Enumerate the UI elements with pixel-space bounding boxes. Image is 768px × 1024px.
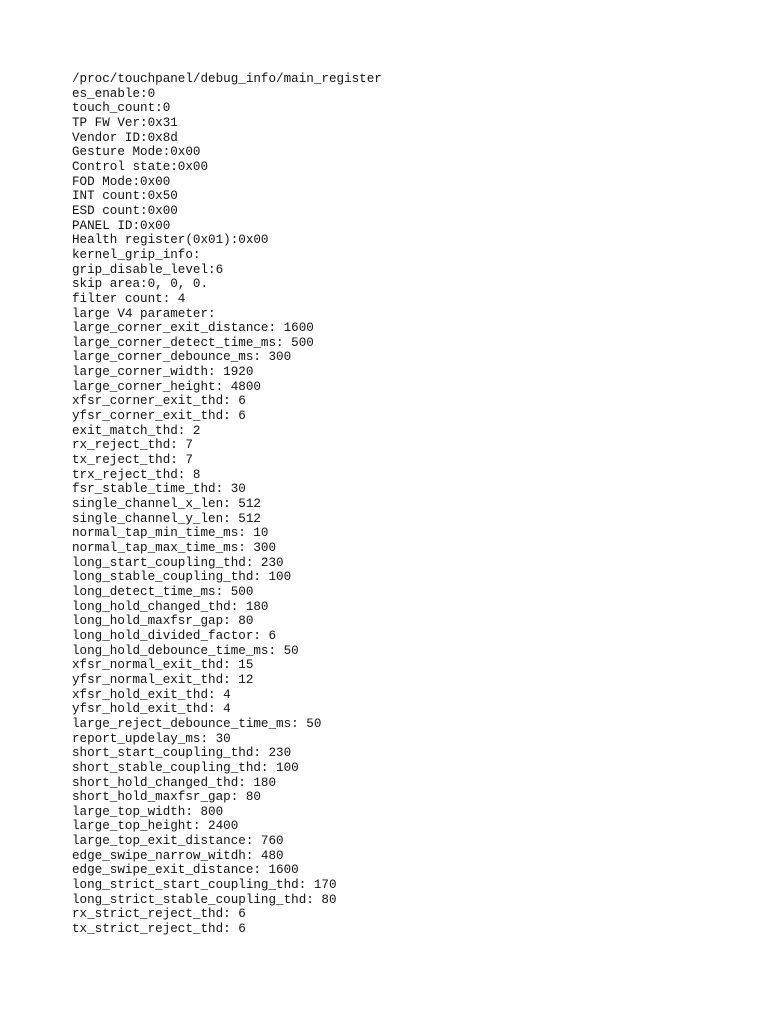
register-line: PANEL ID:0x00 (72, 218, 171, 233)
register-line: edge_swipe_narrow_witdh: 480 (72, 848, 284, 863)
register-line: xfsr_hold_exit_thd: 4 (72, 687, 231, 702)
register-line: large_top_height: 2400 (72, 819, 239, 834)
register-line: short_hold_changed_thd: 180 (72, 775, 277, 790)
register-line: xfsr_corner_exit_thd: 6 (72, 394, 246, 409)
register-line: long_hold_debounce_time_ms: 50 (72, 643, 299, 658)
register-line: exit_match_thd: 2 (72, 423, 201, 438)
register-line: yfsr_corner_exit_thd: 6 (72, 409, 246, 424)
register-line: touch_count:0 (72, 101, 171, 116)
register-line: long_stable_coupling_thd: 100 (72, 570, 292, 585)
register-line: Vendor ID:0x8d (72, 130, 178, 145)
register-line: skip area:0, 0, 0. (72, 277, 209, 292)
register-line: grip_disable_level:6 (72, 262, 224, 277)
register-line: large_top_width: 800 (72, 804, 224, 819)
register-line: kernel_grip_info: (72, 247, 201, 262)
register-line: large_corner_height: 4800 (72, 379, 261, 394)
debug-info-document (72, 72, 732, 937)
register-line: long_strict_start_coupling_thd: 170 (72, 878, 337, 893)
register-line: rx_reject_thd: 7 (72, 438, 193, 453)
register-line: short_hold_maxfsr_gap: 80 (72, 790, 261, 805)
register-line: Health register(0x01):0x00 (72, 233, 269, 248)
register-line: ESD count:0x00 (72, 203, 178, 218)
register-line: tx_reject_thd: 7 (72, 453, 193, 468)
register-line: long_start_coupling_thd: 230 (72, 555, 284, 570)
register-line: rx_strict_reject_thd: 6 (72, 907, 246, 922)
register-line: single_channel_x_len: 512 (72, 497, 261, 512)
register-line: short_start_coupling_thd: 230 (72, 746, 292, 761)
register-line: large_reject_debounce_time_ms: 50 (72, 716, 322, 731)
register-line: long_strict_stable_coupling_thd: 80 (72, 892, 337, 907)
register-line: Control state:0x00 (72, 159, 209, 174)
register-line: large V4 parameter: (72, 306, 216, 321)
register-line: long_detect_time_ms: 500 (72, 584, 254, 599)
register-line: large_corner_width: 1920 (72, 365, 254, 380)
register-line: yfsr_normal_exit_thd: 12 (72, 672, 254, 687)
register-line: single_channel_y_len: 512 (72, 511, 261, 526)
register-line: FOD Mode:0x00 (72, 174, 171, 189)
register-line: Gesture Mode:0x00 (72, 145, 201, 160)
register-line: long_hold_changed_thd: 180 (72, 599, 269, 614)
register-line: TP FW Ver:0x31 (72, 115, 178, 130)
register-line: normal_tap_min_time_ms: 10 (72, 526, 269, 541)
register-line: trx_reject_thd: 8 (72, 467, 201, 482)
register-line: yfsr_hold_exit_thd: 4 (72, 702, 231, 717)
register-line: large_corner_detect_time_ms: 500 (72, 335, 314, 350)
register-line: long_hold_divided_factor: 6 (72, 628, 277, 643)
register-line: es_enable:0 (72, 86, 156, 101)
file-path-line: /proc/touchpanel/debug_info/main_register (72, 72, 382, 86)
register-line: large_corner_debounce_ms: 300 (72, 350, 292, 365)
register-line: normal_tap_max_time_ms: 300 (72, 541, 277, 555)
register-line: filter count: 4 (72, 291, 186, 306)
register-line: short_stable_coupling_thd: 100 (72, 760, 299, 775)
register-line: INT count:0x50 (72, 189, 178, 204)
register-line: fsr_stable_time_thd: 30 (72, 482, 246, 497)
register-line: large_corner_exit_distance: 1600 (72, 321, 314, 336)
register-line: large_top_exit_distance: 760 (72, 834, 284, 849)
register-line: tx_strict_reject_thd: 6 (72, 922, 246, 937)
register-line: edge_swipe_exit_distance: 1600 (72, 863, 299, 878)
register-line: xfsr_normal_exit_thd: 15 (72, 658, 254, 673)
register-line: long_hold_maxfsr_gap: 80 (72, 614, 254, 629)
register-line: report_updelay_ms: 30 (72, 731, 231, 746)
